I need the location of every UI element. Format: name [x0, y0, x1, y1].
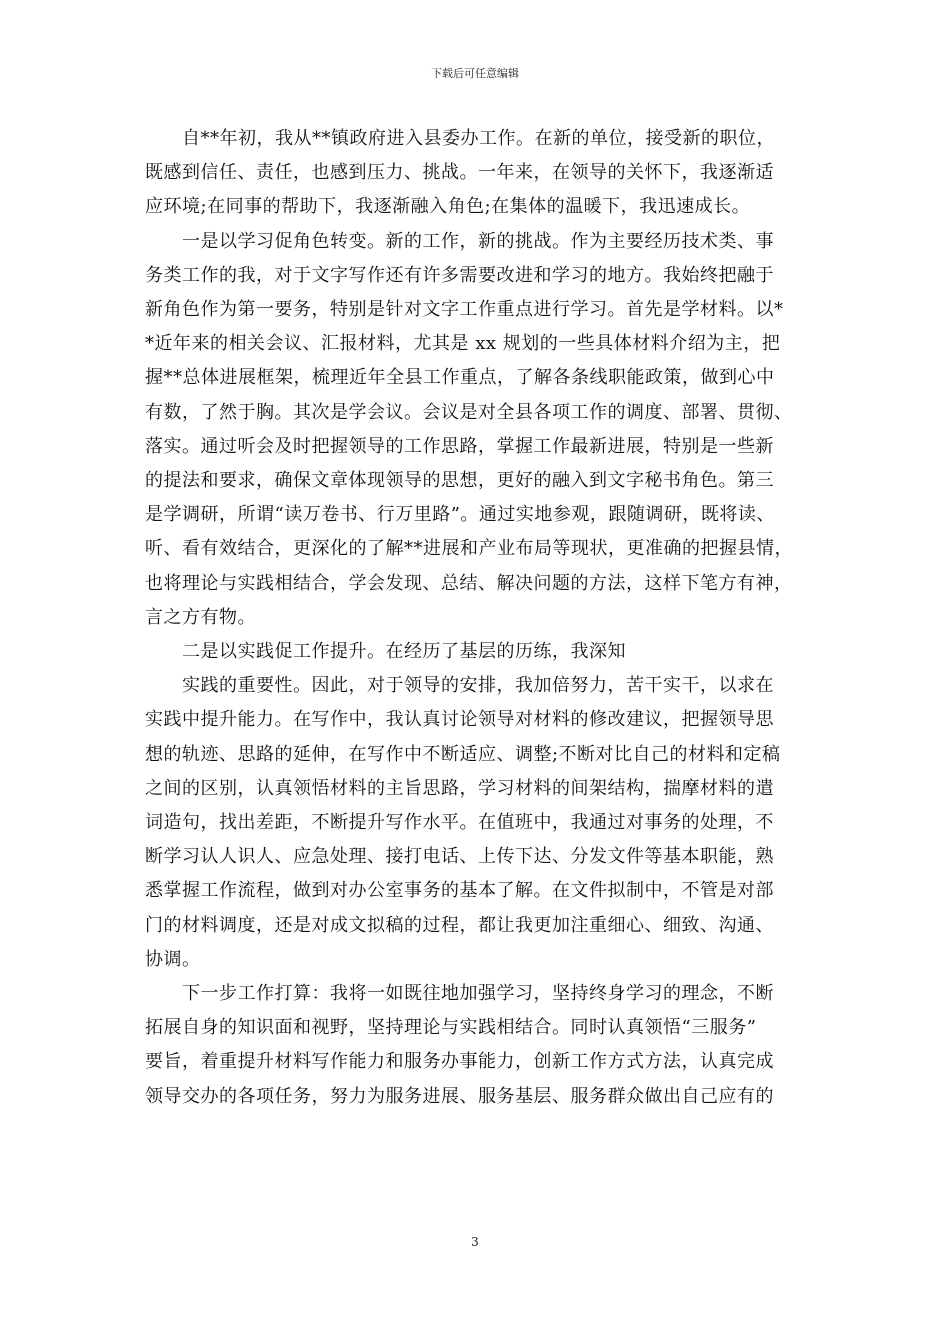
text-line: 的提法和要求，确保文章体现领导的思想，更好的融入到文字秘书角色。第三 [145, 470, 774, 492]
text-line: 有数，了然于胸。其次是学会议。会议是对全县各项工作的调度、部署、贯彻、 [145, 401, 793, 423]
paragraph-next-plan [145, 977, 807, 1114]
text-line: 想的轨迹、思路的延伸，在写作中不断适应、调整;不断对比自己的材料和定稿 [145, 743, 781, 765]
paragraph-practice-lead [145, 635, 807, 669]
text-line: 既感到信任、责任，也感到压力、挑战。一年来，在领导的关怀下，我逐渐适 [145, 162, 774, 184]
paragraph-practice [145, 669, 807, 977]
text-line: 实践中提升能力。在写作中，我认真讨论领导对材料的修改建议，把握领导思 [145, 709, 774, 731]
text-line: 务类工作的我，对于文字写作还有许多需要改进和学习的地方。我始终把融于 [145, 264, 774, 286]
text-line: 词造句，找出差距，不断提升写作水平。在值班中，我通过对事务的处理，不 [145, 812, 774, 834]
text-line: 落实。通过听会及时把握领导的工作思路，掌握工作最新进展，特别是一些新 [145, 435, 774, 457]
text-line: 门的材料调度，还是对成文拟稿的过程，都让我更加注重细心、细致、沟通、 [145, 914, 774, 936]
text-line: 二是以实践促工作提升。在经历了基层的历练，我深知 [182, 641, 626, 663]
text-line: 拓展自身的知识面和视野，坚持理论与实践相结合。同时认真领悟“三服务” [145, 1017, 757, 1039]
text-line: 下一步工作打算：我将一如既往地加强学习，坚持终身学习的理念，不断 [182, 983, 774, 1005]
text-line: 听、看有效结合，更深化的了解**进展和产业布局等现状，更准确的把握县情， [145, 538, 793, 560]
page-number: 3 [471, 1235, 479, 1249]
document-body [145, 122, 807, 1114]
text-line: 一是以学习促角色转变。新的工作，新的挑战。作为主要经历技术类、事 [182, 230, 774, 252]
text-line: 实践的重要性。因此，对于领导的安排，我加倍努力，苦干实干，以求在 [182, 675, 774, 697]
paragraph-intro [145, 122, 807, 225]
text-line: 要旨，着重提升材料写作能力和服务办事能力，创新工作方式方法，认真完成 [145, 1051, 774, 1073]
text-line: 悉掌握工作流程，做到对办公室事务的基本了解。在文件拟制中，不管是对部 [145, 880, 774, 902]
text-line: 应环境;在同事的帮助下，我逐渐融入角色;在集体的温暖下，我迅速成长。 [145, 196, 751, 218]
text-line: 新角色作为第一要务，特别是针对文字工作重点进行学习。首先是学材料。以* [145, 299, 784, 321]
text-line: 协调。 [145, 948, 201, 970]
paragraph-learning [145, 225, 807, 635]
text-line: 言之方有物。 [145, 606, 256, 628]
text-line: 自**年初，我从**镇政府进入县委办工作。在新的单位，接受新的职位， [182, 128, 775, 149]
page-header: 下载后可任意编辑 [431, 67, 519, 80]
text-line: 断学习认人识人、应急处理、接打电话、上传下达、分发文件等基本职能，熟 [145, 846, 774, 868]
text-line: 握**总体进展框架，梳理近年全县工作重点，了解各条线职能政策，做到心中 [145, 367, 775, 389]
text-line: *近年来的相关会议、汇报材料，尤其是 xx 规划的一些具体材料介绍为主，把 [145, 333, 781, 355]
text-line: 领导交办的各项任务，努力为服务进展、服务基层、服务群众做出自己应有的 [145, 1085, 774, 1107]
text-line: 之间的区别，认真领悟材料的主旨思路，学习材料的间架结构，揣摩材料的遣 [145, 777, 774, 799]
text-line: 是学调研，所谓“读万卷书、行万里路”。通过实地参观，跟随调研，既将读、 [145, 504, 775, 526]
text-line: 也将理论与实践相结合，学会发现、总结、解决问题的方法，这样下笔方有神， [145, 572, 793, 594]
